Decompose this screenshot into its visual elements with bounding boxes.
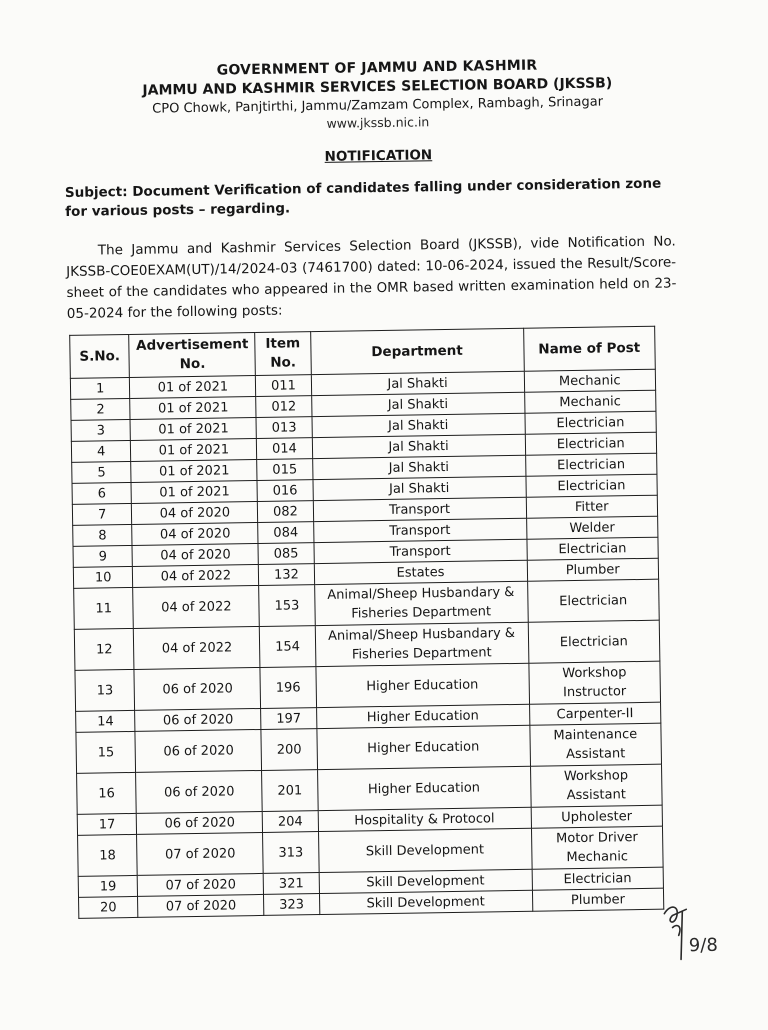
row-item: 132 (259, 564, 314, 586)
row-post: Plumber (532, 888, 664, 911)
row-advertisement: 06 of 2020 (135, 708, 261, 731)
row-post: Plumber (527, 558, 659, 581)
col-header-post: Name of Post (523, 326, 655, 371)
row-department: Animal/Sheep Husbandary & Fisheries Department (315, 622, 529, 666)
row-post: Electrician (525, 453, 657, 476)
row-advertisement: 01 of 2021 (130, 396, 256, 419)
table-body (70, 369, 663, 918)
posts-table (69, 326, 664, 919)
row-sno: 7 (72, 503, 132, 525)
row-post: Maintenance Assistant (529, 723, 661, 766)
row-post: Motor Driver Mechanic (531, 826, 663, 869)
subject-label: Subject: (64, 183, 128, 201)
row-sno: 15 (76, 731, 136, 773)
row-post: Electrician (528, 620, 660, 663)
row-sno: 1 (70, 377, 130, 399)
row-advertisement: 07 of 2020 (137, 832, 264, 875)
row-item: 014 (257, 438, 312, 460)
row-item: 153 (259, 585, 315, 627)
col-header-item: Item No. (255, 332, 311, 376)
row-sno: 13 (75, 669, 135, 711)
row-department: Animal/Sheep Husbandary & Fisheries Department (314, 581, 528, 625)
row-department: Jal Shakti (311, 371, 524, 395)
row-sno: 9 (73, 545, 133, 567)
row-advertisement: 04 of 2022 (133, 585, 260, 628)
row-sno: 2 (71, 398, 131, 420)
row-sno: 18 (78, 834, 138, 876)
subject-line (65, 174, 678, 222)
row-department: Higher Education (316, 704, 529, 728)
row-sno: 5 (72, 461, 132, 483)
row-department: Hospitality & Protocol (318, 807, 531, 831)
row-post: Electrician (532, 867, 664, 890)
col-header-sno: S.No. (70, 334, 130, 378)
row-post: Mechanic (524, 369, 656, 392)
row-sno: 3 (71, 419, 131, 441)
header-board-name: JAMMU AND KASHMIR SERVICES SELECTION BOARD (JKSSB) (142, 75, 613, 99)
row-department: Skill Development (318, 828, 532, 872)
signature-date: 9/8 (688, 934, 718, 957)
col-header-department: Department (310, 328, 524, 374)
row-item: 154 (260, 626, 316, 668)
row-advertisement: 04 of 2020 (132, 501, 258, 524)
row-advertisement: 06 of 2020 (134, 667, 261, 710)
row-sno: 20 (79, 896, 139, 918)
row-post: Carpenter-II (529, 702, 661, 725)
row-advertisement: 06 of 2020 (137, 811, 263, 834)
row-sno: 8 (73, 524, 133, 546)
row-post: Electrician (525, 432, 657, 455)
row-advertisement: 06 of 2020 (136, 770, 263, 813)
row-sno: 12 (74, 628, 134, 670)
row-post: Fitter (526, 495, 658, 518)
row-advertisement: 04 of 2020 (132, 543, 258, 566)
row-item: 085 (258, 543, 313, 565)
row-department: Transport (313, 497, 526, 521)
row-sno: 17 (77, 813, 137, 835)
row-sno: 19 (78, 875, 138, 897)
row-item: 011 (256, 375, 311, 397)
signature-scribble (646, 895, 727, 976)
row-item: 013 (256, 417, 311, 439)
row-department: Jal Shakti (311, 392, 524, 416)
row-advertisement: 01 of 2021 (130, 375, 256, 398)
row-post: Electrician (525, 411, 657, 434)
row-sno: 16 (77, 772, 137, 814)
row-post: Electrician (526, 474, 658, 497)
row-post: Electrician (527, 537, 659, 560)
row-post: Workshop Instructor (529, 661, 661, 704)
row-department: Jal Shakti (312, 434, 525, 458)
row-sno: 11 (74, 587, 134, 629)
row-sno: 14 (76, 710, 136, 732)
row-post: Upholester (531, 805, 663, 828)
row-item: 082 (258, 501, 313, 523)
row-department: Jal Shakti (312, 413, 525, 437)
row-advertisement: 04 of 2022 (133, 564, 259, 587)
row-sno: 4 (71, 440, 131, 462)
header-government: GOVERNMENT OF JAMMU AND KASHMIR (216, 57, 538, 79)
row-post: Welder (526, 516, 658, 539)
row-item: 321 (264, 873, 319, 895)
notification-title: NOTIFICATION (324, 147, 433, 165)
row-department: Higher Education (315, 663, 529, 707)
row-department: Skill Development (319, 890, 532, 914)
row-item: 197 (261, 708, 316, 730)
row-item: 012 (256, 396, 311, 418)
subject-text: Document Verification of candidates falling under consideration zone for various posts – regarding. (65, 175, 662, 220)
row-advertisement: 04 of 2020 (132, 522, 258, 545)
header-address: CPO Chowk, Panjtirthi, Jammu/Zamzam Complex, Rambagh, Srinagar (152, 94, 604, 117)
col-header-advertisement: Advertisement No. (129, 333, 256, 378)
row-sno: 10 (73, 566, 133, 588)
row-department: Jal Shakti (312, 455, 525, 479)
row-post: Mechanic (524, 390, 656, 413)
row-department: Estates (314, 560, 527, 584)
row-item: 201 (262, 770, 318, 812)
row-item: 323 (264, 894, 319, 916)
row-department: Higher Education (316, 725, 530, 769)
row-post: Electrician (527, 579, 659, 622)
row-item: 015 (257, 459, 312, 481)
row-department: Skill Development (319, 869, 532, 893)
row-advertisement: 07 of 2020 (138, 873, 264, 896)
row-advertisement: 01 of 2021 (131, 438, 257, 461)
row-sno: 6 (72, 482, 132, 504)
row-department: Higher Education (317, 766, 531, 810)
row-advertisement: 06 of 2020 (135, 729, 262, 772)
row-item: 016 (257, 480, 312, 502)
row-item: 196 (260, 667, 316, 709)
row-department: Transport (313, 518, 526, 542)
row-item: 313 (263, 832, 319, 874)
row-advertisement: 04 of 2022 (134, 626, 261, 669)
row-advertisement: 01 of 2021 (131, 459, 257, 482)
header-website: www.jkssb.nic.in (326, 114, 430, 131)
row-department: Transport (314, 539, 527, 563)
intro-paragraph: The Jammu and Kashmir Services Selection Board (JKSSB), vide Notification No. JKSSB-COE0EXAM(UT)/14/2024-03 (7461700) dated: 10-06-2024, issued the Result/Score-sheet of the candidates who appeared in the OMR based written examination held on 23-05-2024 for the following posts: (66, 233, 677, 322)
row-advertisement: 01 of 2021 (130, 417, 256, 440)
row-item: 200 (261, 729, 317, 771)
row-advertisement: 01 of 2021 (131, 480, 257, 503)
row-advertisement: 07 of 2020 (138, 894, 264, 917)
row-department: Jal Shakti (313, 476, 526, 500)
row-post: Workshop Assistant (530, 764, 662, 807)
row-item: 084 (258, 522, 313, 544)
row-item: 204 (263, 811, 318, 833)
